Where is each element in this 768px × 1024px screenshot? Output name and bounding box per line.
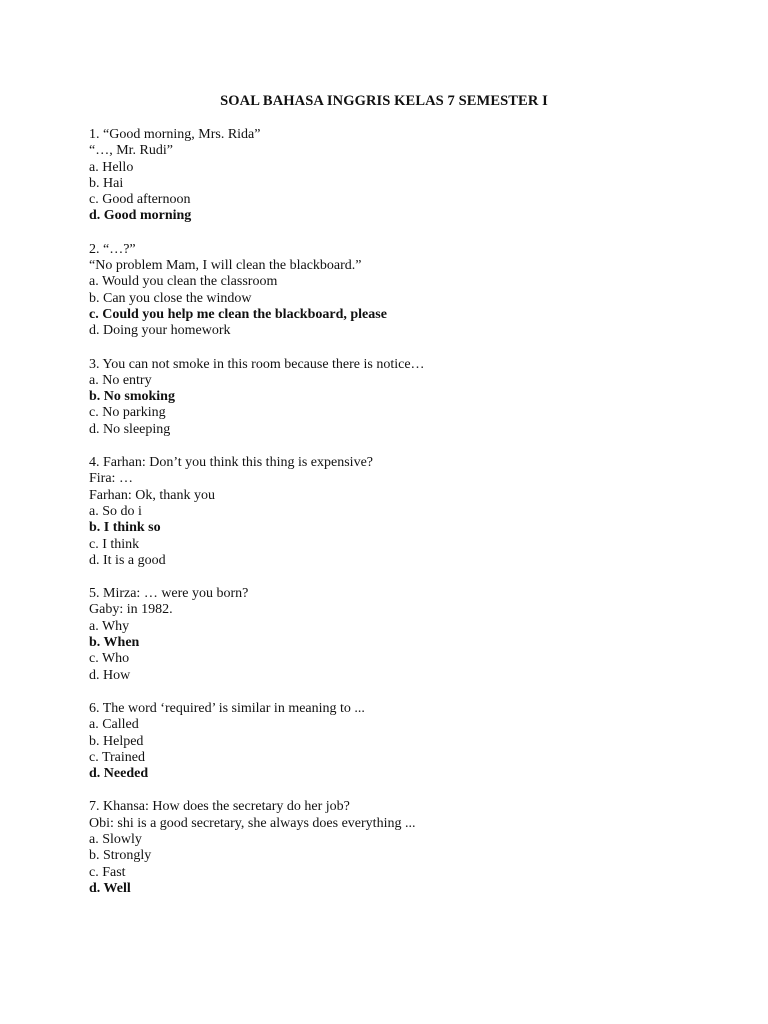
answer-option-correct: b. No smoking: [89, 389, 175, 405]
answer-option-correct: d. Needed: [89, 766, 149, 782]
answer-option: d. It is a good: [89, 552, 166, 568]
question-2: [89, 242, 709, 340]
answer-option: c. Good afternoon: [89, 192, 191, 208]
answer-option: b. Helped: [89, 733, 144, 749]
question-text: 1. “Good morning, Mrs. Rida”: [89, 127, 261, 142]
question-text: 5. Mirza: … were you born?: [89, 586, 249, 602]
answer-option: b. Can you close the window: [89, 290, 252, 306]
question-dialogue-line: Obi: shi is a good secretary, she always does everything ...: [89, 815, 416, 831]
answer-option: c. No parking: [89, 405, 166, 421]
question-text: 6. The word ‘required’ is similar in meaning to ...: [89, 700, 365, 716]
question-list: [89, 127, 709, 914]
answer-option: c. Trained: [89, 749, 145, 765]
answer-option: b. Strongly: [89, 848, 152, 864]
answer-option: c. Fast: [89, 864, 126, 880]
answer-option: d. How: [89, 667, 131, 683]
answer-option-correct: b. When: [89, 635, 140, 651]
answer-option-correct: d. Well: [89, 880, 131, 896]
answer-option: a. Would you clean the classroom: [89, 274, 278, 290]
answer-option-correct: d. Good morning: [89, 208, 192, 224]
question-dialogue-line: Gaby: in 1982.: [89, 602, 173, 618]
question-1: [89, 127, 709, 225]
question-text: 3. You can not smoke in this room because there is notice…: [89, 356, 425, 372]
question-dialogue-line: Farhan: Ok, thank you: [89, 487, 215, 503]
answer-option-correct: b. I think so: [89, 520, 161, 536]
answer-option: d. Doing your homework: [89, 323, 231, 339]
answer-option: a. Hello: [89, 159, 134, 175]
answer-option: a. Why: [89, 618, 130, 634]
answer-option: c. Who: [89, 651, 130, 667]
answer-option: a. No entry: [89, 372, 152, 388]
answer-option: a. Slowly: [89, 831, 142, 847]
question-text: 4. Farhan: Don’t you think this thing is expensive?: [89, 455, 373, 471]
answer-option: a. Called: [89, 717, 139, 733]
answer-option: c. I think: [89, 536, 140, 552]
question-dialogue-line: “No problem Mam, I will clean the blackboard.”: [89, 258, 362, 274]
question-dialogue-line: “…, Mr. Rudi”: [89, 143, 173, 159]
answer-option: d. No sleeping: [89, 421, 171, 437]
question-text: 2. “…?”: [89, 241, 136, 257]
question-4: [89, 455, 709, 569]
question-3: [89, 357, 709, 438]
question-6: [89, 701, 709, 782]
page-title: SOAL BAHASA INGGRIS KELAS 7 SEMESTER I: [220, 93, 548, 109]
question-dialogue-line: Fira: …: [89, 471, 133, 487]
answer-option: a. So do i: [89, 503, 142, 519]
question-text: 7. Khansa: How does the secretary do her job?: [89, 799, 350, 815]
question-7: [89, 799, 709, 897]
answer-option-correct: c. Could you help me clean the blackboard, please: [89, 306, 387, 322]
question-5: [89, 586, 709, 684]
answer-option: b. Hai: [89, 175, 124, 191]
